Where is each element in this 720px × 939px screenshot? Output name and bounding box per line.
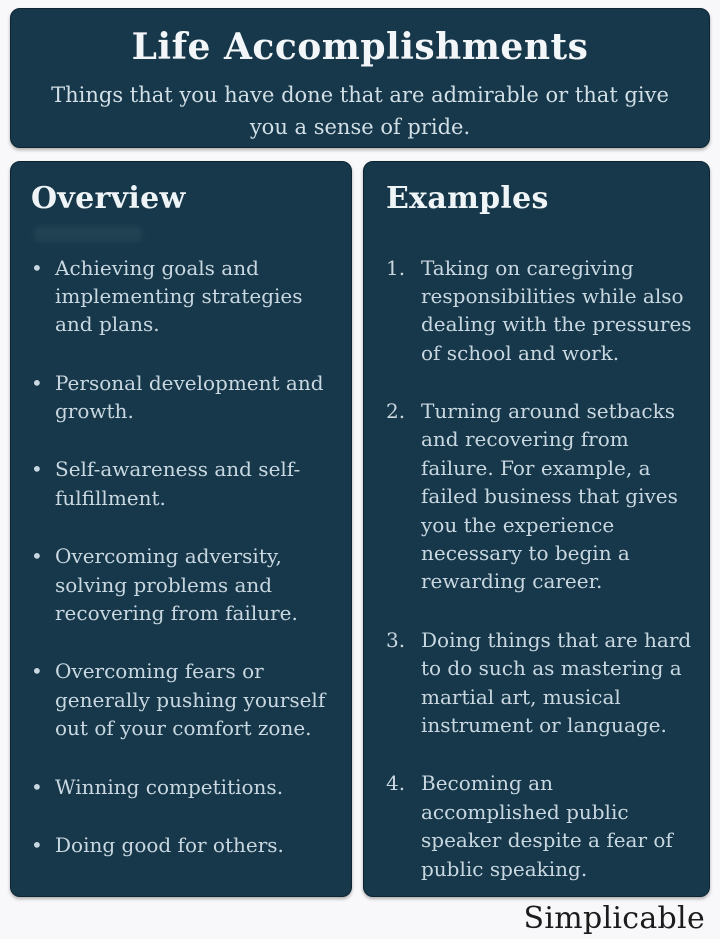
item-number: 4. (386, 771, 406, 796)
bullet-icon: • (31, 659, 43, 684)
bullet-icon: • (31, 544, 43, 569)
list-item-text: Self-awareness and self-fulfillment. (55, 457, 301, 510)
list-item (386, 397, 693, 596)
list-item (386, 769, 693, 883)
bullet-icon: • (31, 457, 43, 482)
watermark-smudge (33, 226, 143, 242)
list-item-text: Winning competitions. (55, 774, 284, 799)
content-columns (10, 161, 710, 897)
bullet-icon: • (31, 774, 43, 799)
list-item (31, 831, 337, 859)
list-item (31, 657, 337, 742)
bullet-icon: • (31, 370, 43, 395)
list-item (386, 626, 693, 740)
list-item-text: Doing things that are hard to do such as mastering a martial art, musical instrument or language. (421, 627, 692, 737)
list-item (31, 369, 337, 426)
examples-list (386, 254, 693, 883)
list-item (386, 254, 693, 368)
list-item-text: Turning around setbacks and recovering from failure. For example, a failed business that gives you the experience necessary to begin a rewarding career. (421, 399, 678, 594)
bullet-icon: • (31, 255, 43, 280)
list-item-text: Becoming an accomplished public speaker despite a fear of public speaking. (421, 771, 673, 881)
item-number: 2. (386, 399, 406, 424)
list-item-text: Overcoming fears or generally pushing yourself out of your comfort zone. (55, 659, 326, 741)
list-item-text: Doing good for others. (55, 832, 284, 857)
page-subtitle: Things that you have done that are admirable or that give you a sense of pride. (51, 83, 669, 139)
list-item (31, 254, 337, 339)
list-item-text: Achieving goals and implementing strategies and plans. (55, 255, 303, 337)
list-item (31, 542, 337, 627)
list-item (31, 773, 337, 801)
examples-heading: Examples (386, 181, 549, 216)
list-item-text: Overcoming adversity, solving problems and recovering from failure. (55, 544, 298, 626)
header-panel (10, 8, 710, 148)
bullet-icon: • (31, 832, 43, 857)
page-title: Life Accomplishments (131, 26, 589, 68)
overview-panel (10, 161, 352, 897)
item-number: 1. (386, 255, 406, 280)
brand-logo-text: Simplicable (523, 900, 705, 936)
list-item (31, 455, 337, 512)
footer (10, 897, 710, 939)
list-item-text: Taking on caregiving responsibilities while also dealing with the pressures of school and work. (421, 255, 692, 365)
list-item-text: Personal development and growth. (55, 370, 324, 424)
item-number: 3. (386, 627, 406, 652)
examples-panel (363, 161, 710, 897)
overview-heading: Overview (31, 181, 186, 216)
overview-list (31, 254, 337, 860)
